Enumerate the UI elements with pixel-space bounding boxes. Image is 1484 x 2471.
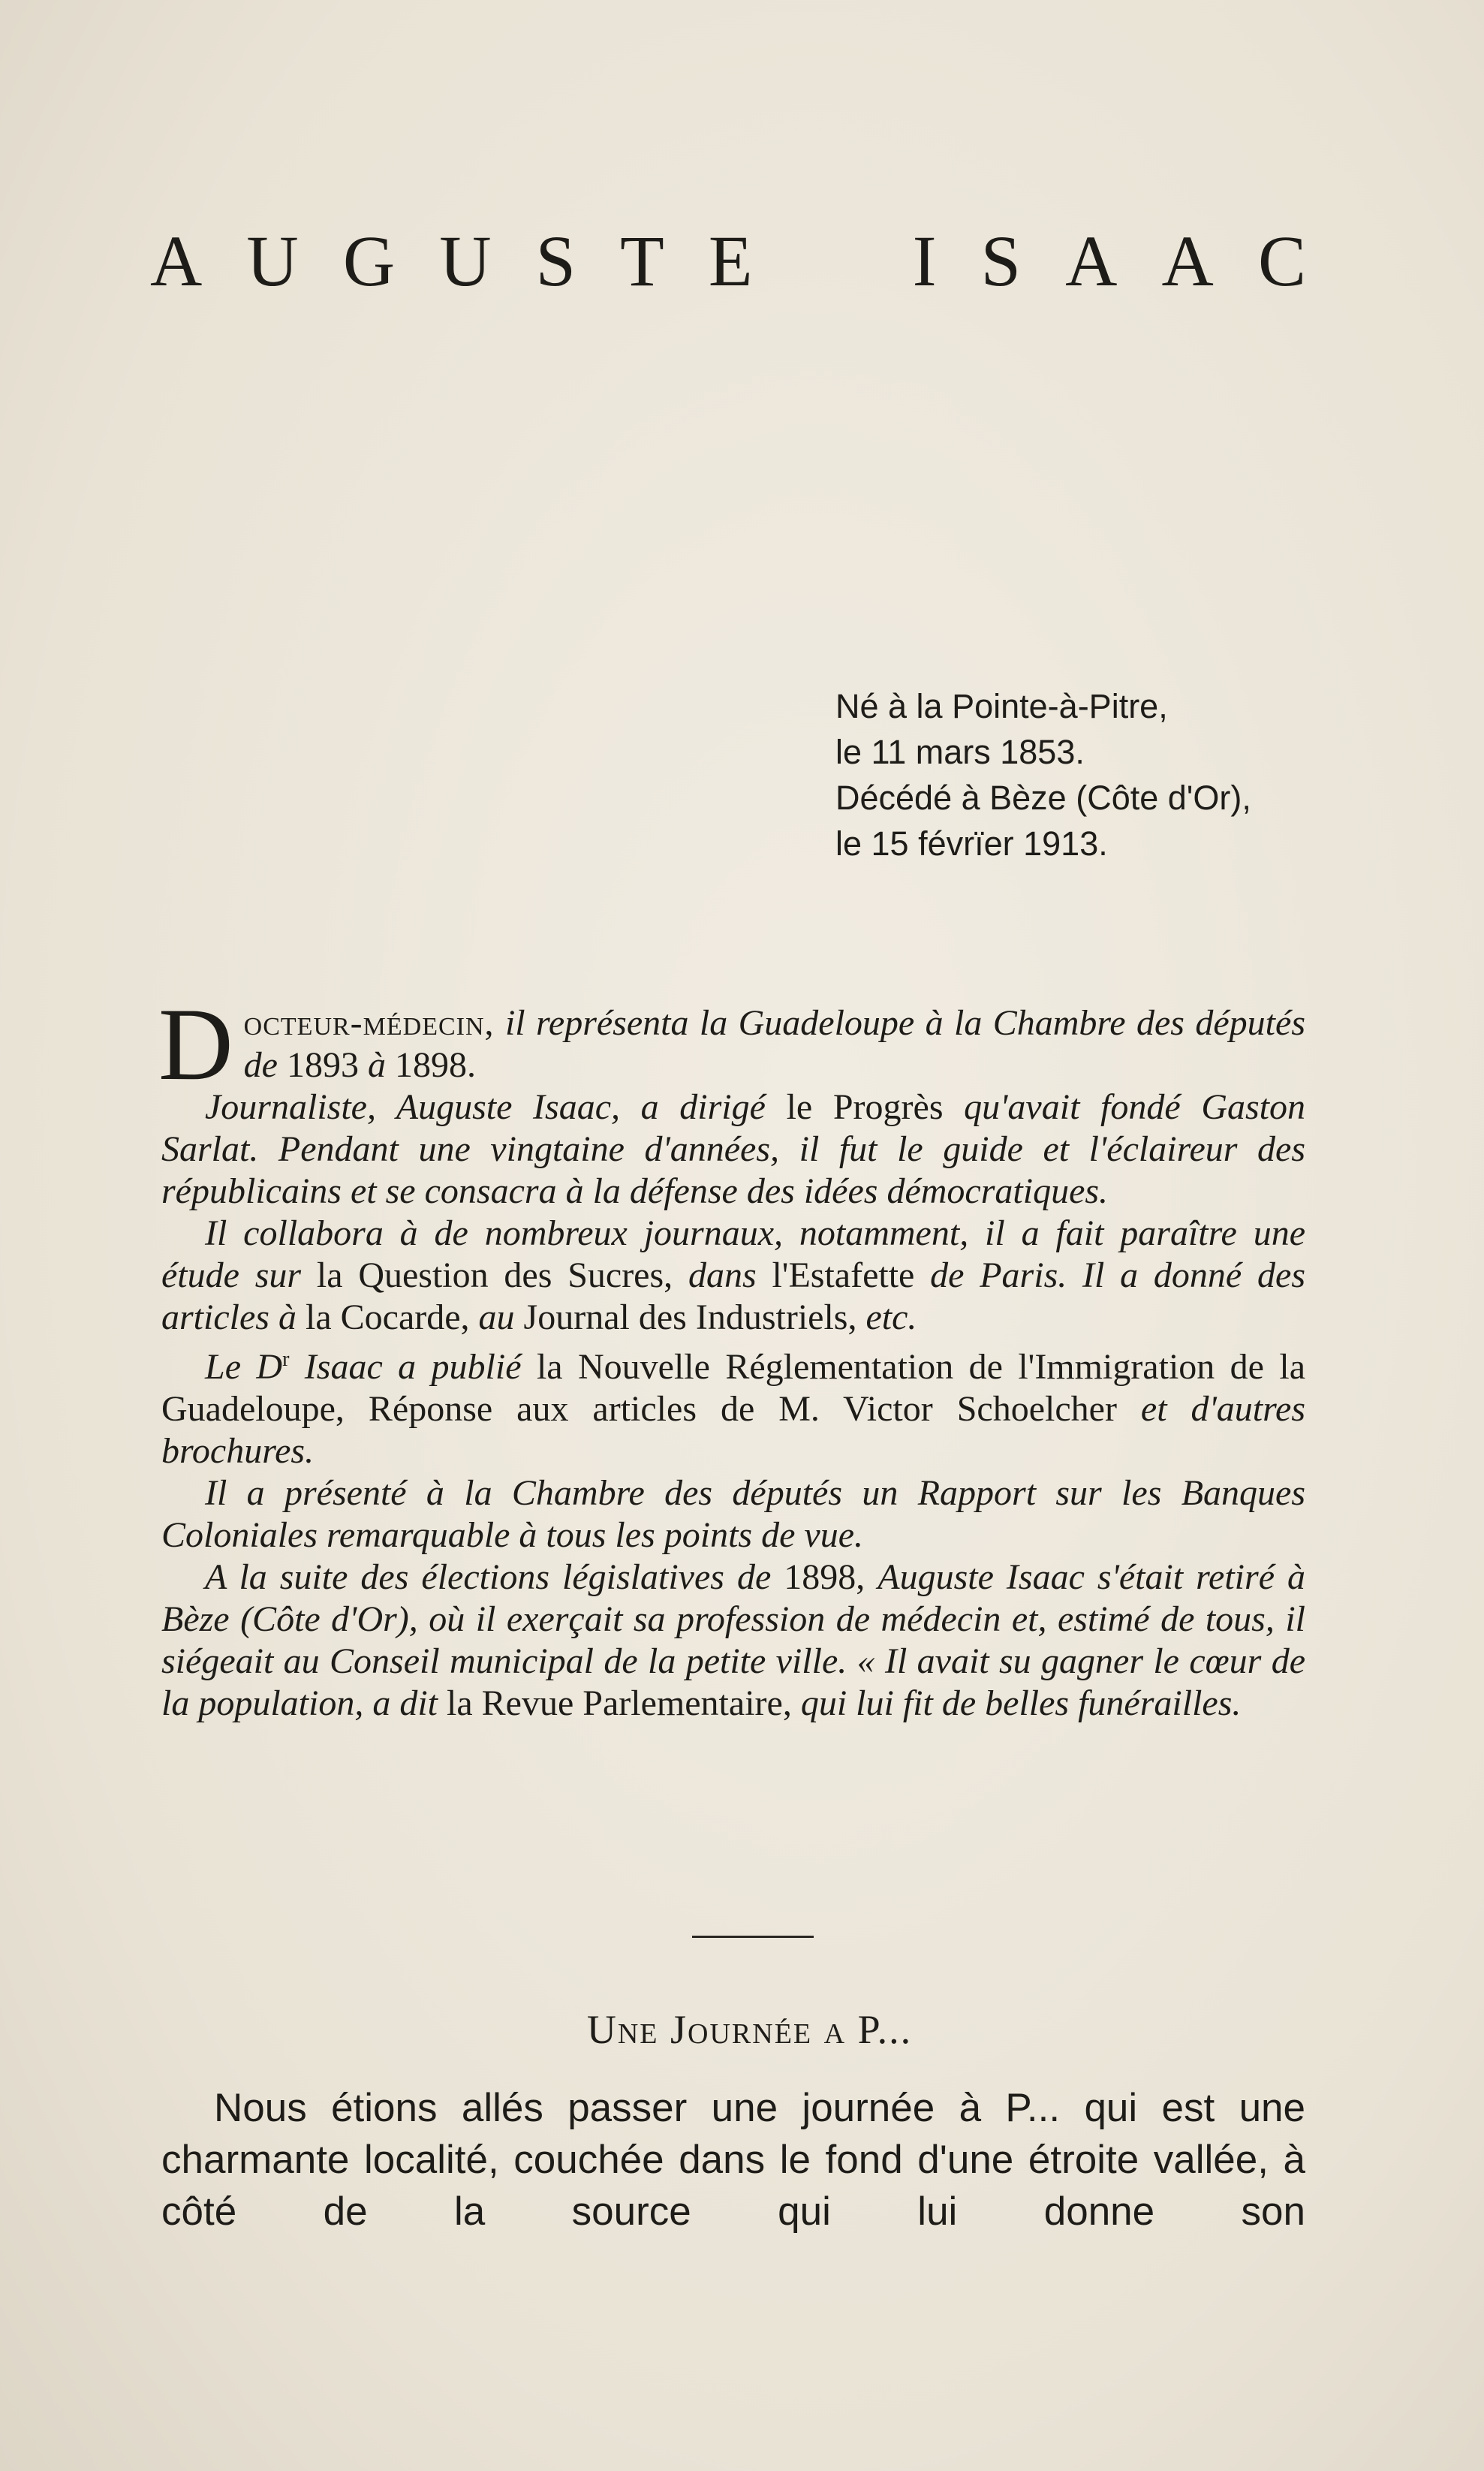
birth-place-line: Né à la Pointe-à-Pitre, (835, 687, 1168, 725)
bio-paragraph: Le $D^r$ Isaac a publié la Nouvelle Réglementation de l'Immigration de la Guadeloupe, Réponse aux articles de M. Victor Schoelcher et d'autres brochures. (161, 1347, 1306, 1471)
title-letter: C (1257, 220, 1306, 301)
title-letter: S (535, 220, 576, 301)
title-letter: E (708, 220, 753, 301)
title-letter: U (246, 220, 299, 301)
title-letter: A (150, 220, 203, 301)
birth-date-line: le 11 mars 1853. (835, 733, 1085, 771)
bio-paragraph: A la suite des élections législatives de 1898, Auguste Isaac s'était retiré à Bèze (Côte d'Or), où il exerçait sa profession de médecin et, estimé de tous, il siégeait au Conseil municipal de la petite ville. « Il avait su gagner le cœur de la population, a dit la Revue Parlementaire, qui lui fit de belles funérailles. (161, 1557, 1305, 1723)
death-date-line: le 15 févrïer 1913. (835, 824, 1108, 863)
birth-death-block (835, 683, 1316, 866)
title-letter: A (1161, 220, 1214, 301)
bio-paragraph: Journaliste, Auguste Isaac, a dirigé le Progrès qu'avait fondé Gaston Sarlat. Pendant une vingtaine d'années, il fut le guide et l'éclaireur des républicains et se consacra à la défense des idées démocratiques. (161, 1087, 1305, 1211)
story-text (161, 2082, 1305, 2237)
death-place-line: Décédé à Bèze (Côte d'Or), (835, 779, 1251, 817)
section-title: Une Journée a P... (586, 2007, 913, 2052)
story-paragraph: Nous étions allés passer une journée à P... qui est une charmante localité, couchée dans le fond d'une étroite vallée, à côté de la source qui lui donne son (161, 2086, 1305, 2234)
title-letter: A (1065, 220, 1118, 301)
drop-cap: D (158, 987, 233, 1101)
title-letter: T (620, 220, 664, 301)
biography-text (158, 987, 1306, 1725)
page-title (150, 219, 1306, 302)
title-letter: U (439, 220, 492, 301)
bio-paragraph: Il a présenté à la Chambre des députés un Rapport sur les Banques Coloniales remarquable à tous les points de vue. (161, 1473, 1305, 1555)
bio-paragraph: Docteur-médecin, il représenta la Guadeloupe à la Chambre des députés de 1893 à 1898. (158, 987, 1306, 1101)
section-divider (692, 1936, 814, 1938)
title-letter: S (980, 220, 1022, 301)
bio-paragraph: Il collabora à de nombreux journaux, notamment, il a fait paraître une étude sur la Question des Sucres, dans l'Estafette de Paris. Il a donné des articles à la Cocarde, au Journal des Industriels, etc. (161, 1213, 1306, 1337)
title-letter: I (912, 220, 937, 301)
title-letter: G (342, 220, 396, 301)
